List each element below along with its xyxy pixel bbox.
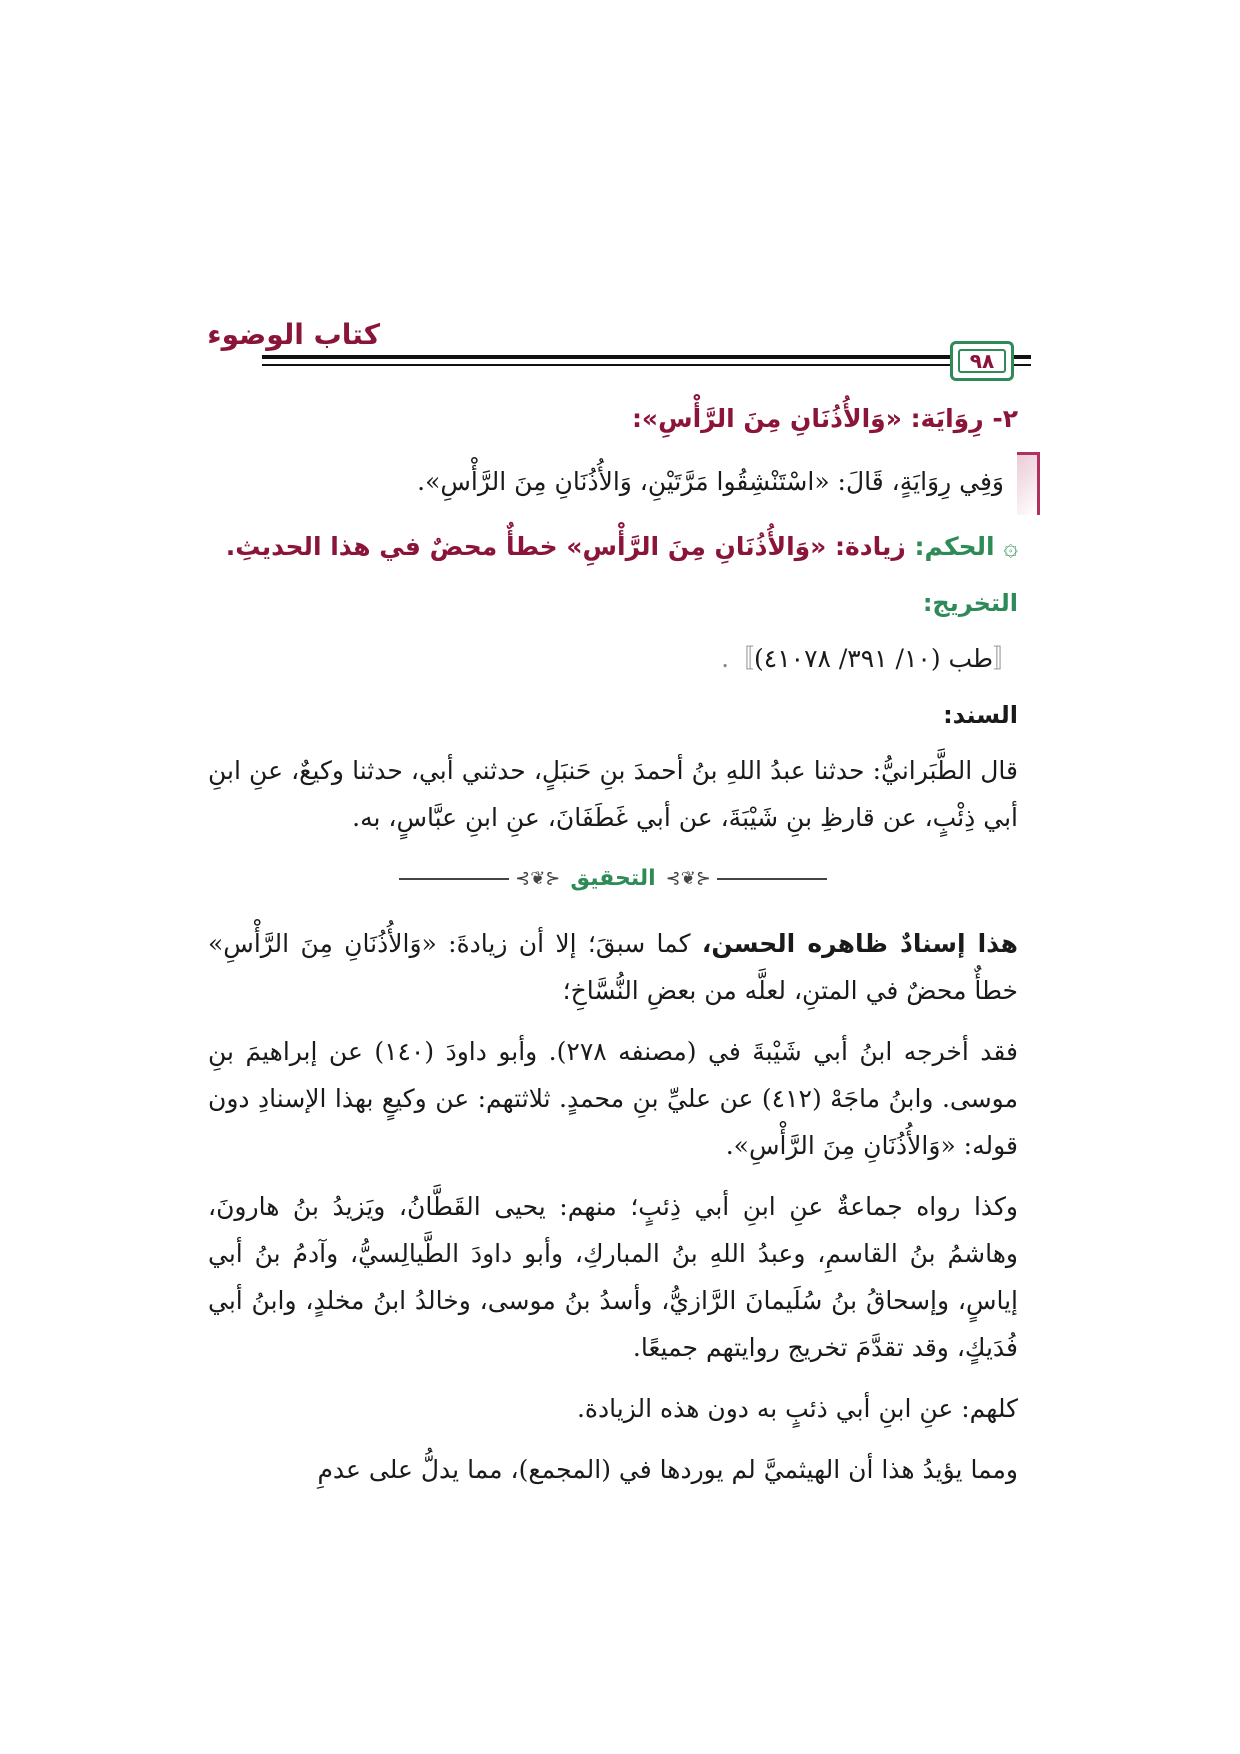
page-body (208, 395, 1018, 1507)
tahqiq-paragraph-text: كما سبقَ؛ إلا أن زيادةَ: «وَالأُذُنَانِ مِنَ الرَّأْسِ» خطأٌ محضٌ في المتنِ، لعلَّه من بعضِ النُّسَّاخِ؛ (208, 929, 1018, 1005)
narration (208, 458, 1018, 505)
section-title-text: رِوَايَة: «وَالأُذُنَانِ مِنَ الرَّأْسِ»: (631, 404, 984, 433)
open-bracket-icon: 〚 (992, 644, 1018, 673)
close-bracket-icon: 〛. (721, 644, 755, 673)
sanad-text: قال الطَّبَرانيُّ: حدثنا عبدُ اللهِ بنُ أحمدَ بنِ حَنبَلٍ، حدثني أبي، حدثنا وكيعٌ، عنِ ابنِ أبي ذِئْبٍ، عن قارظِ بنِ شَيْبَةَ، عن أبي غَطَفَانَ، عنِ ابنِ عبَّاسٍ، به. (208, 756, 1018, 832)
tahqiq-paragraph (208, 920, 1018, 1014)
ruling-text: زيادة: «وَالأُذُنَانِ مِنَ الرَّأْسِ» خطأٌ محضٌ في هذا الحديثِ. (225, 532, 906, 561)
corner-ornament-icon (1017, 452, 1040, 515)
header-rule-thin (262, 364, 997, 366)
page-number: ٩٨ (958, 349, 1006, 373)
tahqiq-heading: التحقيق (570, 866, 656, 891)
tahqiq-paragraph (208, 1446, 1018, 1493)
sanad-heading: السند: (943, 701, 1018, 729)
tahqiq-paragraph (208, 1028, 1018, 1169)
tahqiq-divider (208, 855, 1018, 902)
divider-ornament-right-icon: ⊰❦⊱ (665, 868, 711, 889)
tahqiq-paragraph (208, 1385, 1018, 1432)
seal-ornament-icon: ۞ (1003, 532, 1018, 561)
header-rule-thick (262, 355, 997, 359)
section-title (208, 395, 1018, 442)
tahqiq-paragraph-text: كلهم: عنِ ابنِ أبي ذئبٍ به دون هذه الزيادة. (576, 1394, 1018, 1423)
tahqiq-paragraph-text: ومما يؤيدُ هذا أن الهيثميَّ لم يوردها في (المجمع)، مما يدلُّ على عدمِ (317, 1455, 1018, 1484)
book-title: كتاب الوضوء (207, 318, 380, 351)
tahqiq-paragraph-text: وكذا رواه جماعةٌ عنِ ابنِ أبي ذِئبٍ؛ منهم: يحيى القَطَّانُ، ويَزيدُ بنُ هارونَ، وهاشمُ بنُ القاسمِ، وعبدُ اللهِ بنُ المباركِ، وأبو داودَ الطَّيالِسيُّ، وآدمُ بنُ أبي إياسٍ، وإسحاقُ بنُ سُلَيمانَ الرَّازيُّ، وأسدُ بنُ موسى، وخالدُ ابنُ مخلدٍ، وابنُ أبي فُدَيكٍ، وقد تقدَّمَ تخريج روايتهم جميعًا. (208, 1192, 1018, 1362)
takhrij-reference-text: طب (١٠/ ٣٩١/ ٤١٠٧٨) (754, 644, 993, 673)
section-number: ٢- (992, 404, 1018, 433)
narration-text: وَفِي رِوَايَةٍ، قَالَ: «اسْتَنْشِقُوا مَرَّتَيْنِ، وَالأُذُنَانِ مِنَ الرَّأْسِ». (417, 467, 1004, 496)
takhrij-heading: التخريج: (922, 589, 1018, 617)
takhrij-reference (208, 635, 1018, 682)
page-header (0, 0, 1240, 420)
tahqiq-paragraph-bold: هذا إسنادٌ ظاهره الحسن، (701, 929, 1018, 958)
divider-ornament-left-icon: ⊰❦⊱ (515, 868, 561, 889)
tahqiq-paragraph-text: فقد أخرجه ابنُ أبي شَيْبةَ في (مصنفه ٢٧٨). وأبو داودَ (١٤٠) عن إبراهيمَ بنِ موسى. وابنُ ماجَهْ (٤١٢) عن عليِّ بنِ محمدٍ. ثلاثتهم: عن وكيعٍ بهذا الإسنادِ دون قوله: «وَالأُذُنَانِ مِنَ الرَّأْسِ». (208, 1037, 1018, 1160)
ruling (208, 523, 1018, 570)
ruling-label: الحكم: (914, 532, 995, 561)
divider-line-right (717, 878, 827, 880)
page-number-badge (950, 341, 1014, 381)
tahqiq-paragraph (208, 1183, 1018, 1371)
divider-line-left (399, 878, 509, 880)
